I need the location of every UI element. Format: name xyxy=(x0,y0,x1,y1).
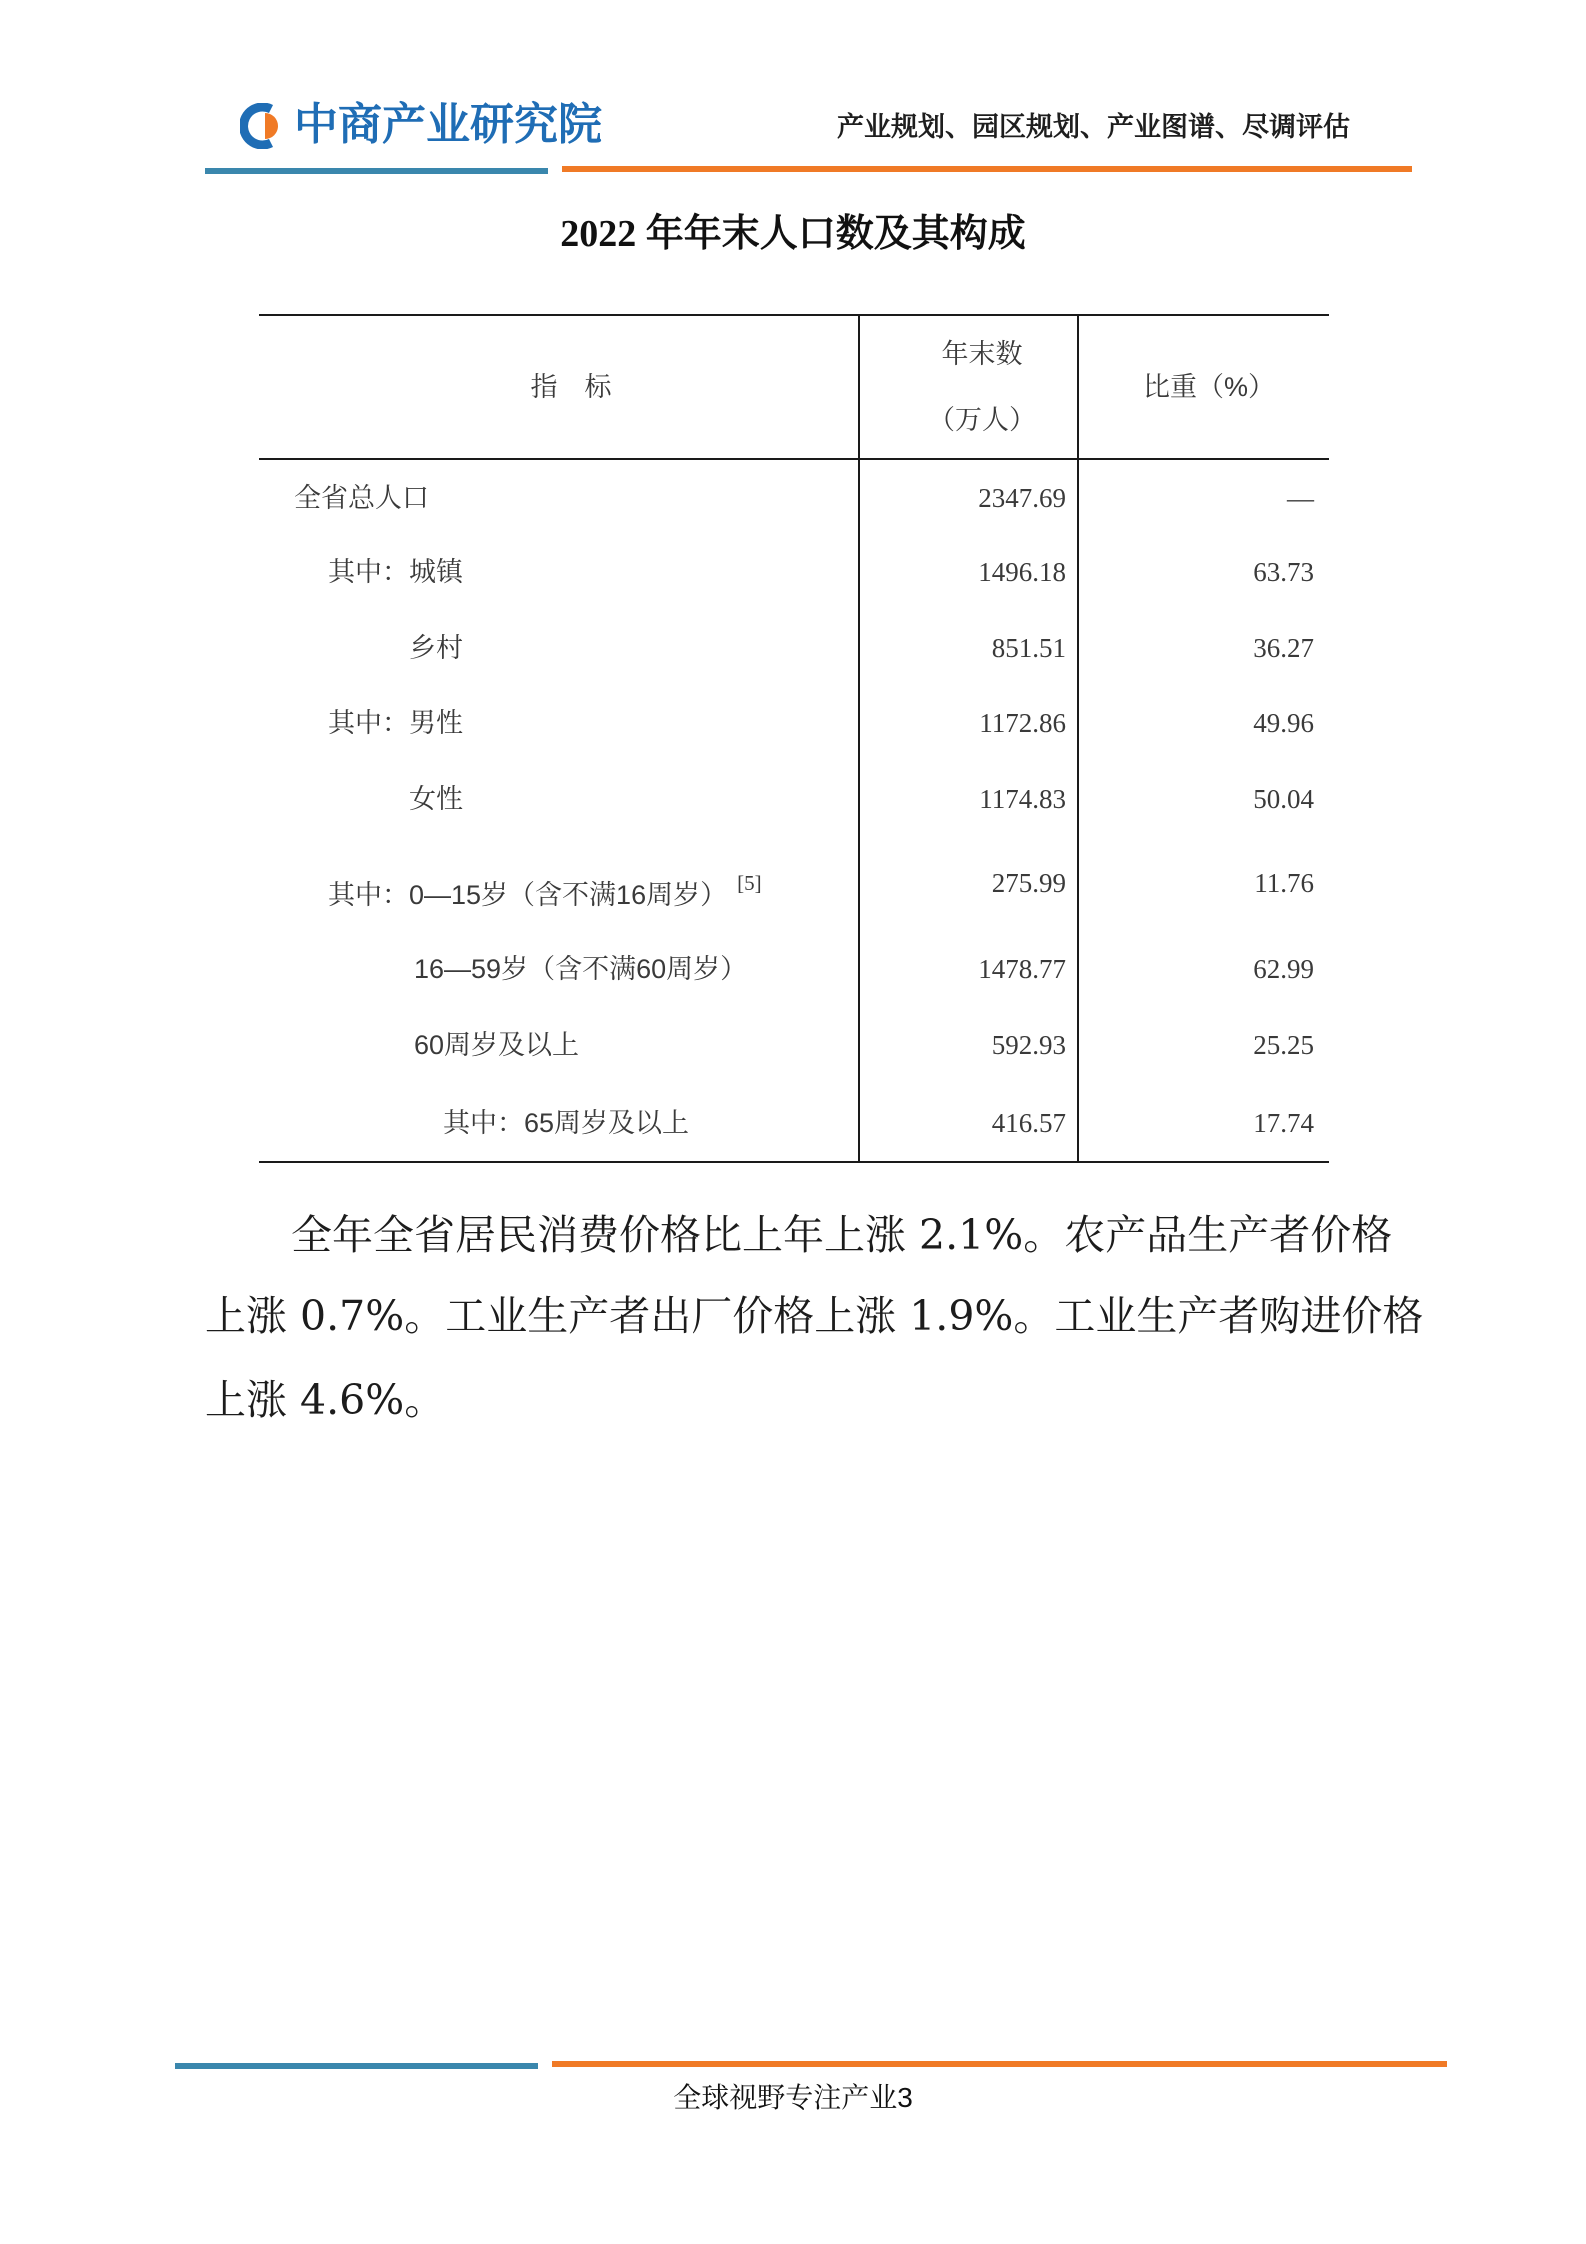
row-value: 851.51 xyxy=(991,633,1066,663)
row-value: 1174.83 xyxy=(979,784,1066,814)
row-share: 17.74 xyxy=(1253,1108,1314,1138)
footer-divider-blue xyxy=(175,2063,538,2069)
row-share: 63.73 xyxy=(1253,557,1314,587)
footer xyxy=(0,2080,1586,2116)
paragraph-line: 全年全省居民消费价格比上年上涨 2.1%。农产品生产者价格 xyxy=(291,1211,1393,1259)
row-share: 25.25 xyxy=(1253,1030,1314,1060)
row-label: 女性 xyxy=(409,784,463,814)
header-divider-orange xyxy=(562,166,1412,172)
footnote-marker: [5] xyxy=(737,871,762,895)
header-share: 比重（%） xyxy=(1142,372,1275,402)
row-value: 1496.18 xyxy=(978,557,1066,587)
table-row xyxy=(0,781,1586,817)
row-value: 1172.86 xyxy=(979,708,1066,738)
row-share: — xyxy=(1287,483,1314,513)
table-row xyxy=(0,951,1586,987)
footer-slogan: 全球视野专注产业 xyxy=(673,2082,898,2113)
row-label: 60周岁及以上 xyxy=(414,1030,580,1060)
header-tagline: 产业规划、园区规划、产业图谱、尽调评估 xyxy=(837,112,1350,142)
table-row xyxy=(0,705,1586,741)
row-label: 全省总人口 xyxy=(294,483,429,513)
row-share: 50.04 xyxy=(1253,784,1314,814)
paragraph-line: 上涨 4.6%。 xyxy=(205,1376,446,1424)
row-share: 11.76 xyxy=(1254,868,1314,898)
header-indicator: 指 标 xyxy=(530,372,612,402)
table-row xyxy=(0,865,1586,910)
table-bottom-rule xyxy=(259,1161,1329,1163)
row-label: 乡村 xyxy=(409,633,463,663)
header-divider-blue xyxy=(205,168,548,174)
row-share: 62.99 xyxy=(1253,954,1314,984)
table-row xyxy=(0,1027,1586,1063)
table-header-rule xyxy=(259,458,1329,460)
row-share: 49.96 xyxy=(1253,708,1314,738)
table-top-rule xyxy=(259,314,1329,316)
logo-text: 中商产业研究院 xyxy=(294,100,602,149)
logo-icon xyxy=(240,103,286,149)
row-value: 2347.69 xyxy=(978,483,1066,513)
row-value: 275.99 xyxy=(991,868,1066,898)
row-value: 1478.77 xyxy=(978,954,1066,984)
row-share: 36.27 xyxy=(1253,633,1314,663)
header-year-end: 年末数 xyxy=(941,339,1023,369)
row-value: 416.57 xyxy=(991,1108,1066,1138)
footer-divider-orange xyxy=(552,2061,1447,2067)
header-year-end-unit: （万人） xyxy=(928,405,1036,435)
table-title: 2022 年年末人口数及其构成 xyxy=(560,213,1026,255)
row-label: 其中：65周岁及以上 xyxy=(443,1108,690,1138)
page-number: 3 xyxy=(897,2082,913,2113)
table-row xyxy=(0,554,1586,590)
row-label: 其中：男性 xyxy=(328,708,463,738)
table-row xyxy=(0,1105,1586,1141)
table-row xyxy=(0,480,1586,516)
table-row xyxy=(0,630,1586,666)
paragraph-line: 上涨 0.7%。工业生产者出厂价格上涨 1.9%。工业生产者购进价格 xyxy=(205,1292,1424,1340)
row-label: 其中：0—15岁（含不满16周岁） xyxy=(328,880,728,910)
row-label: 16—59岁（含不满60周岁） xyxy=(414,954,748,984)
row-label: 其中：城镇 xyxy=(328,557,463,587)
row-label-with-note xyxy=(328,873,762,909)
row-value: 592.93 xyxy=(991,1030,1066,1060)
